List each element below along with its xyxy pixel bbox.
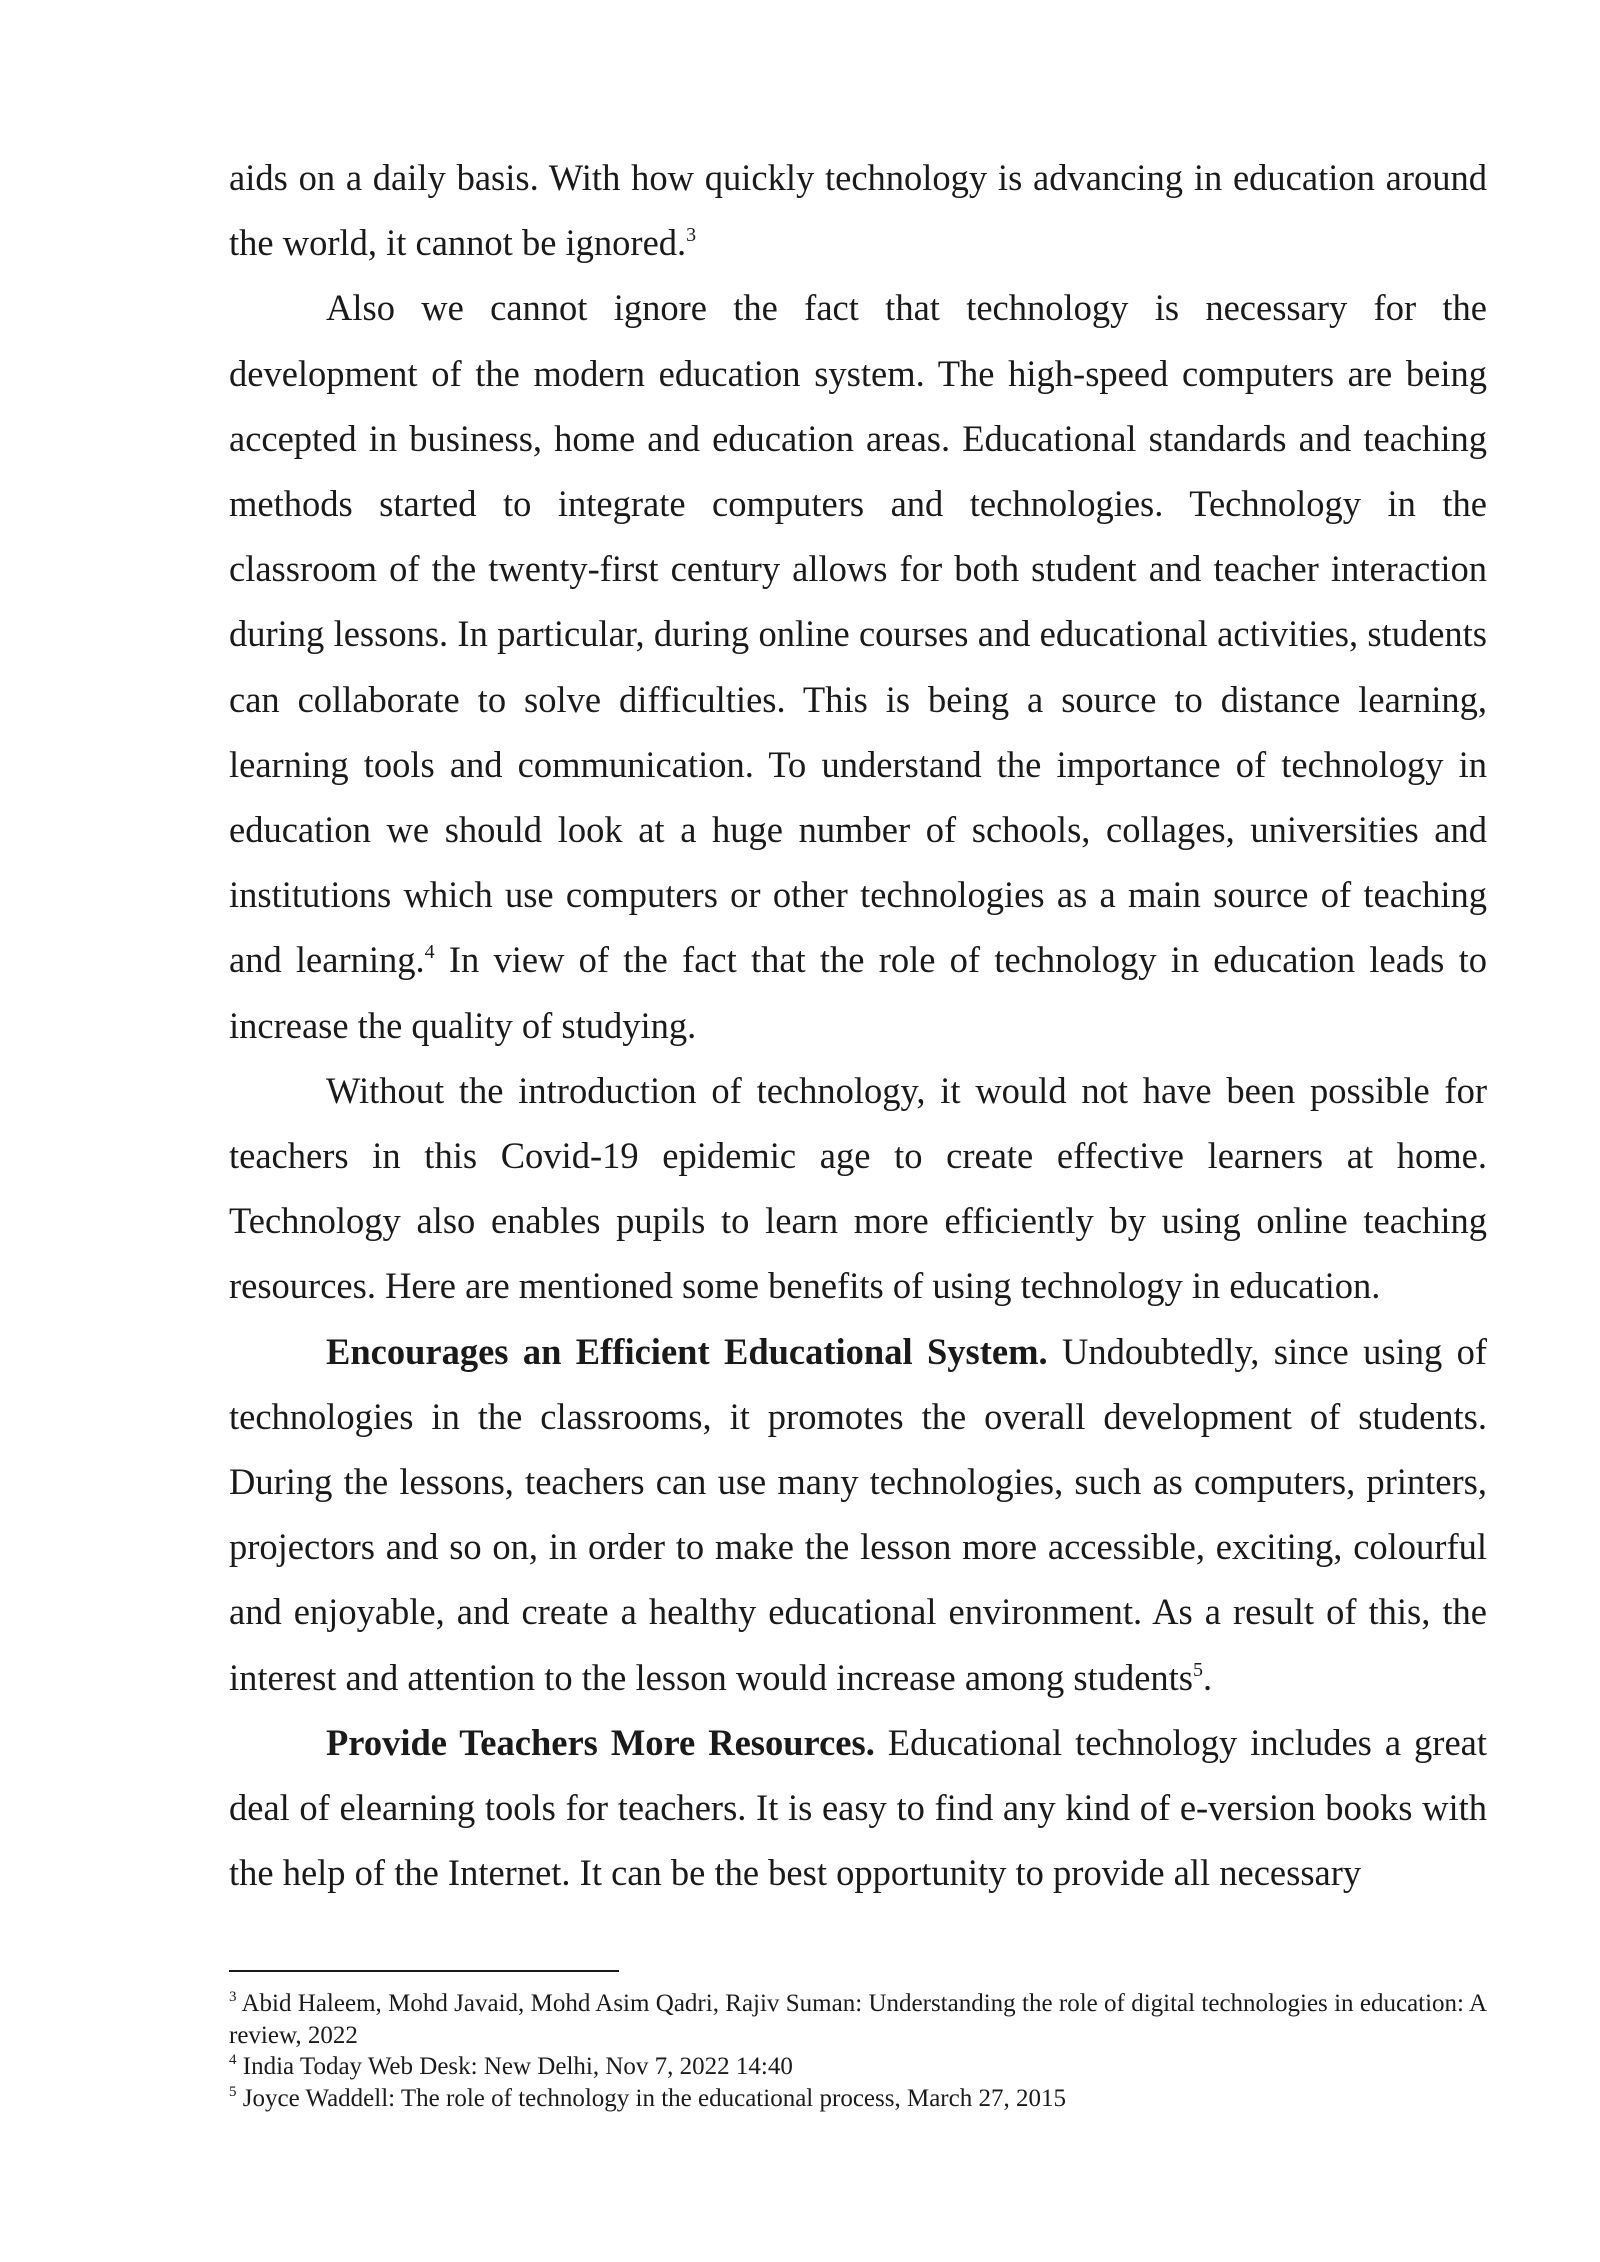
footnote-number: 5 [229, 2083, 237, 2100]
footnote-item [229, 2083, 1487, 2115]
footnote-reference[interactable]: 5 [1193, 1658, 1203, 1681]
paragraph-text: Undoubtedly, since using of technologies in the classrooms, it promotes the overall development of students. During the lessons, teachers can use many technologies, such as computers, printers, projectors and so on, in order to make the lesson more accessible, exciting, colourful and enjoyable, and create a healthy educational environment. As a result of this, the interest and attention to the lesson would increase among students [229, 1330, 1487, 1698]
footnotes [229, 1988, 1487, 2114]
paragraph-continuation [229, 145, 1487, 275]
paragraph-text: aids on a daily basis. With how quickly technology is advancing in education around the world, it cannot be ignored. [229, 157, 1487, 264]
footnote-number: 3 [229, 1989, 237, 2005]
paragraph-text: Educational technology includes a great deal of elearning tools for teachers. It is easy to find any kind of e-version books with the help of the Internet. It can be the best opportunity to provide all necessary [229, 1721, 1487, 1894]
footnote-text: Abid Haleem, Mohd Javaid, Mohd Asim Qadri, Rajiv Suman: Understanding the role of digital technologies in education: A review, 2022 [229, 1990, 1487, 2049]
footnote-number: 4 [229, 2052, 237, 2068]
paragraph-teacher-resources [229, 1710, 1487, 1906]
paragraph-technology-necessity [229, 275, 1487, 1057]
paragraph-text: Also we cannot ignore the fact that technology is necessary for the development of the modern education system. The high-speed computers are being accepted in business, home and education areas. Educational standards and teaching methods started to integrate computers and technologies. Technology in the classroom of the twenty-first century allows for both student and teacher interaction during lessons. In particular, during online courses and educational activities, students can collaborate to solve difficulties. This is being a source to distance learning, learning tools and communication. To understand the importance of technology in education we should look at a huge number of schools, collages, universities and institutions which use computers or other technologies as a main source of teaching and learning. [229, 287, 1487, 981]
footnote-text: Joyce Waddell: The role of technology in the educational process, March 27, 2015 [236, 2084, 1066, 2112]
paragraph-efficient-system [229, 1319, 1487, 1710]
footnote-reference[interactable]: 4 [424, 941, 435, 964]
paragraph-covid-technology [229, 1058, 1487, 1319]
paragraph-text: Without the introduction of technology, it would not have been possible for teachers in this Covid-19 epidemic age to create effective learners at home. Technology also enables pupils to learn more efficiently by using online teaching resources. Here are mentioned some benefits of using technology in education. [229, 1069, 1487, 1307]
footnote-item [229, 2051, 1487, 2083]
paragraph-text: In view of the fact that the role of technology in education leads to increase the quality of studying. [229, 939, 1487, 1046]
section-heading: Encourages an Efficient Educational System. [326, 1330, 1048, 1372]
paragraph-text: . [1203, 1656, 1213, 1698]
footnote-divider [229, 1970, 619, 1972]
footnote-reference[interactable]: 3 [686, 224, 697, 247]
section-heading: Provide Teachers More Resources. [326, 1721, 875, 1763]
footnote-text: India Today Web Desk: New Delhi, Nov 7, 2022 14:40 [236, 2053, 793, 2080]
document-body [229, 145, 1487, 1905]
footnote-item [229, 1988, 1487, 2051]
